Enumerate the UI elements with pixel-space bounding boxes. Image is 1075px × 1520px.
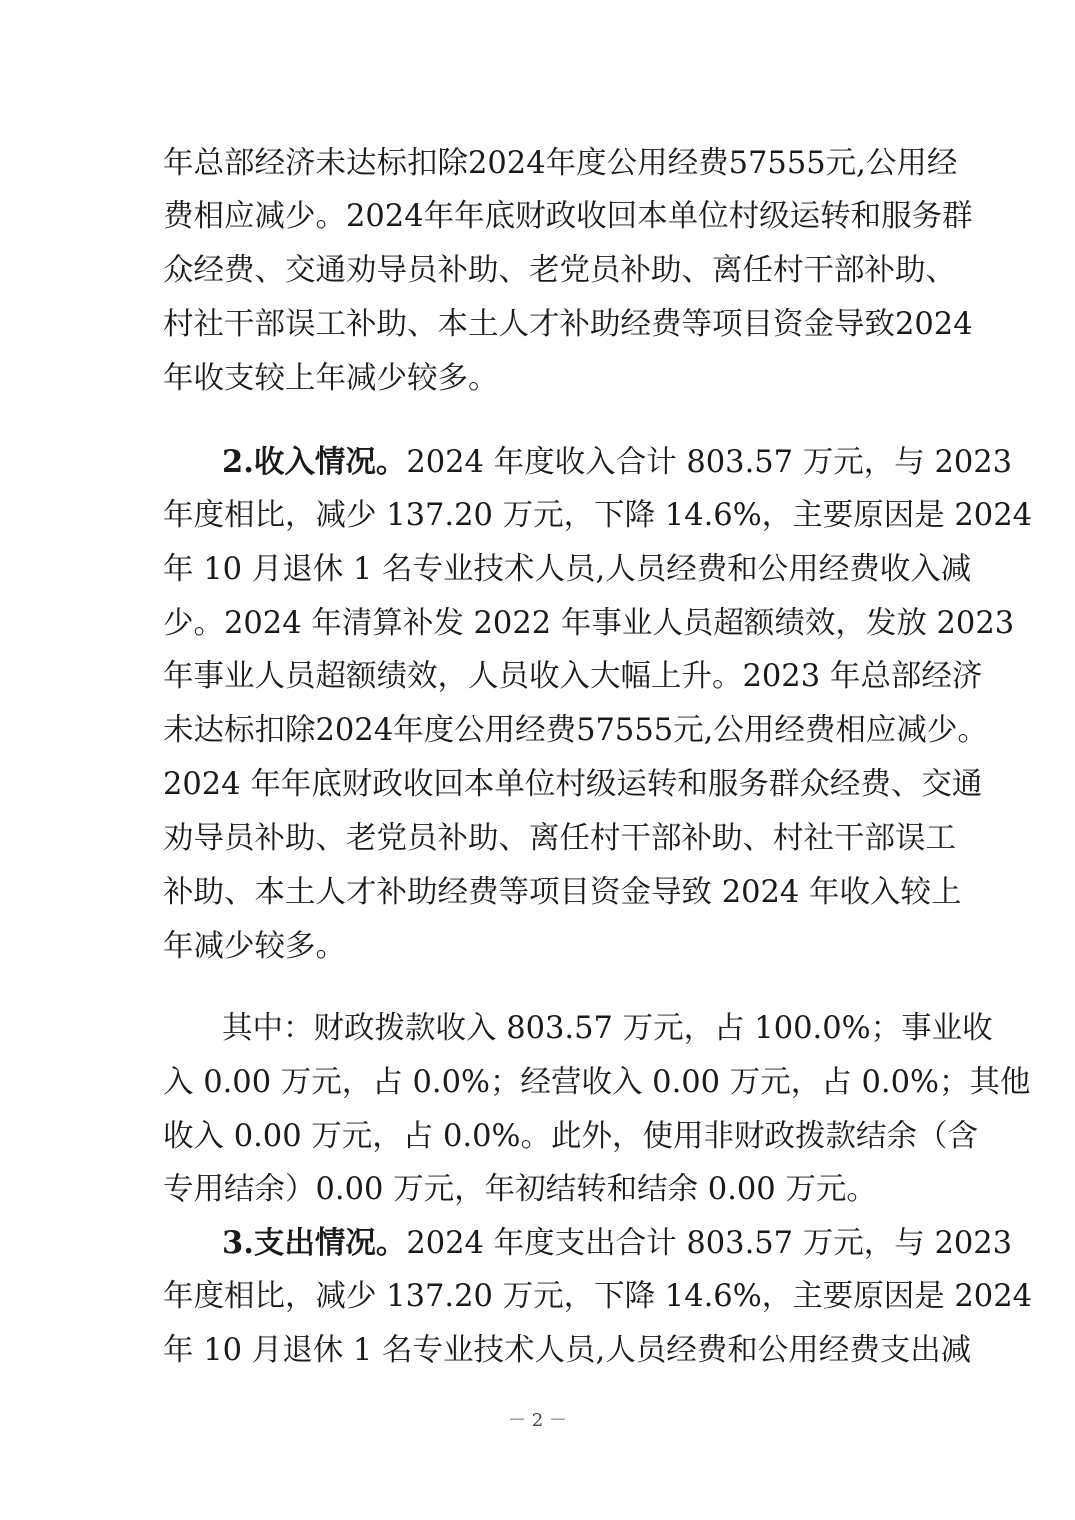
section-heading: 2.收入情况。 (222, 444, 407, 480)
text-line: 补助、本土人才补助经费等项目资金导致 2024 年收入较上 (163, 875, 962, 910)
text-line: 少。2024 年清算补发 2022 年事业人员超额绩效，发放 2023 (163, 606, 1015, 641)
text-line: 年度相比，减少 137.20 万元，下降 14.6%，主要原因是 2024 (163, 498, 1033, 533)
text-span: 2024 年度收入合计 803.57 万元，与 2023 (406, 445, 1013, 480)
text-line: 其中：财政拨款收入 803.57 万元，占 100.0%；事业收 (222, 1011, 993, 1046)
text-line: 年事业人员超额绩效，人员收入大幅上升。2023 年总部经济 (163, 659, 983, 694)
text-line: 村社干部误工补助、本土人才补助经费等项目资金导致2024 (163, 307, 973, 342)
text-line: 年减少较多。 (163, 929, 346, 964)
text-line: 年度相比，减少 137.20 万元，下降 14.6%，主要原因是 2024 (163, 1279, 1033, 1314)
text-line: 年 10 月退休 1 名专业技术人员,人员经费和公用经费支出减 (163, 1333, 972, 1368)
text-line: 年 10 月退休 1 名专业技术人员,人员经费和公用经费收入减 (163, 552, 972, 587)
text-line: 众经费、交通劝导员补助、老党员补助、离任村干部补助、 (163, 253, 956, 288)
heading-line (222, 435, 1013, 489)
page-number: － 2 － (508, 1410, 567, 1431)
text-line: 年收支较上年减少较多。 (163, 361, 499, 396)
text-line: 年总部经济未达标扣除2024年度公用经费57555元,公用经 (163, 146, 958, 181)
text-line: 2024 年年底财政收回本单位村级运转和服务群众经费、交通 (163, 767, 983, 802)
text-line: 未达标扣除2024年度公用经费57555元,公用经费相应减少。 (163, 713, 988, 748)
heading-line (222, 1216, 1013, 1270)
text-line: 费相应减少。2024年年底财政收回本单位村级运转和服务群 (163, 199, 973, 234)
section-heading: 3.支出情况。 (222, 1225, 407, 1261)
text-span: 2024 年度支出合计 803.57 万元，与 2023 (406, 1226, 1013, 1261)
text-line: 收入 0.00 万元，占 0.0%。此外，使用非财政拨款结余（含 (163, 1119, 978, 1154)
text-line: 专用结余）0.00 万元，年初结转和结余 0.00 万元。 (163, 1172, 877, 1207)
text-line: 入 0.00 万元，占 0.0%；经营收入 0.00 万元，占 0.0%；其他 (163, 1065, 1031, 1100)
text-line: 劝导员补助、老党员补助、离任村干部补助、村社干部误工 (163, 821, 956, 856)
